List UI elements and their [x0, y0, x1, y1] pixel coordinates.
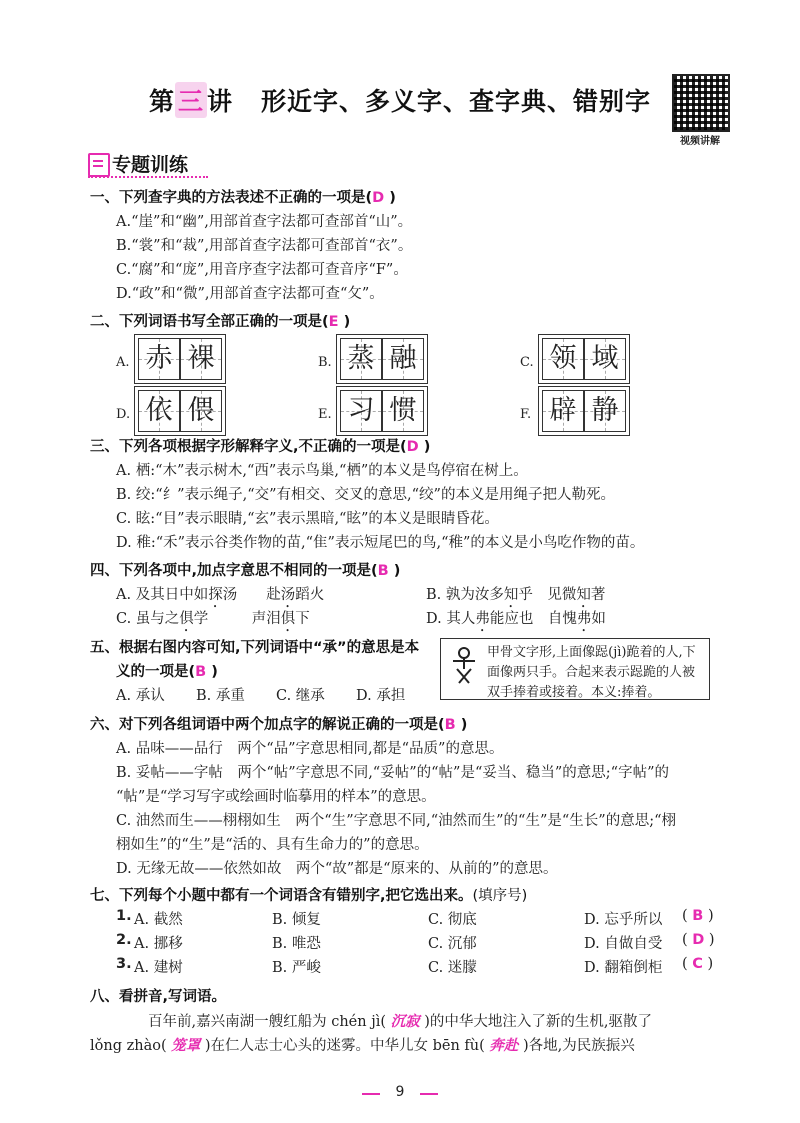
answer-2: E — [328, 314, 339, 330]
answer-4: B — [377, 563, 389, 579]
q2-group-b: B. 蒸 融 — [318, 334, 428, 384]
section-title: 专题训练 — [112, 154, 189, 176]
question-1-stem: 一、下列查字典的方法表述不正确的一项是(D ) — [90, 190, 396, 206]
q6-line-c: C. 油然而生——栩栩如生 两个“生”字意思不同,“油然而生”的“生”是“生长”的意思;“栩 — [116, 813, 677, 829]
q1-option-d: D.“政”和“微”,用部首查字法都可查“攵”。 — [116, 286, 384, 302]
q8-answer-1: 沉寂 — [390, 1013, 420, 1030]
question-8-stem: 八、看拼音,写词语。 — [90, 989, 227, 1005]
q5-option-a: A. 承认 — [116, 688, 165, 704]
page-number-bar-right — [420, 1093, 438, 1095]
q3-option-c: C. 眩:“目”表示眼睛,“玄”表示黑暗,“眩”的本义是眼睛昏花。 — [116, 511, 499, 527]
answer-7-3: C — [692, 956, 703, 972]
q6-line-c-cont: 栩如生”的“生”是“活的、具有生命力的”的意思。 — [116, 837, 429, 853]
q1-option-b: B.“裳”和“裁”,用部首查字法都可查部首“衣”。 — [116, 238, 413, 254]
oracle-bone-glyph-icon — [447, 645, 481, 685]
q6-line-b-cont: “帖”是“学习写字或绘画时临摹用的样本”的意思。 — [116, 789, 436, 805]
q4-option-c: C. 虽与之俱学 声泪俱下 — [116, 611, 310, 627]
q2-group-e: E. 习 惯 — [318, 386, 428, 436]
q5-option-c: C. 继承 — [276, 688, 325, 704]
q8-answer-2: 笼罩 — [171, 1037, 201, 1054]
oracle-bone-box: 甲骨文字形,上面像跽(jì)跪着的人,下面像两只手。合起来表示跽跪的人被双手捧着或接着。本义:捧着。 — [440, 638, 710, 700]
q6-line-d: D. 无缘无故——依然如故 两个“故”都是“原来的、从前的”的意思。 — [116, 861, 558, 877]
q3-option-a: A. 栖:“木”表示树木,“西”表示鸟巢,“栖”的本义是鸟停宿在树上。 — [116, 463, 528, 479]
qr-caption: 视频讲解 — [680, 136, 720, 147]
answer-7-1: B — [692, 908, 704, 924]
question-2-stem: 二、下列词语书写全部正确的一项是(E ) — [90, 314, 351, 330]
q3-option-b: B. 绞:“纟”表示绳子,“交”有相交、交叉的意思,“绞”的本义是用绳子把人勒死。 — [116, 487, 615, 503]
q4-option-b: B. 孰为汝多知乎 见微知著 — [426, 587, 606, 603]
question-5-stem-line1: 五、根据右图内容可知,下列词语中“承”的意思是本 — [90, 640, 420, 656]
page-number-bar-left — [362, 1093, 380, 1095]
q6-line-a: A. 品味——品行 两个“品”字意思相同,都是“品质”的意思。 — [116, 741, 504, 757]
notebook-icon — [88, 153, 110, 177]
lesson-number: 三 — [175, 82, 207, 118]
answer-6: B — [444, 717, 456, 733]
q7-row-1: 1. A. 截然 B. 倾复 C. 彻底 D. 忘乎所以 ( B ) — [116, 908, 714, 928]
q5-option-d: D. 承担 — [356, 688, 406, 704]
answer-7-2: D — [692, 932, 705, 948]
page-number: 9 — [395, 1084, 405, 1100]
q2-group-f: F. 辟 静 — [520, 386, 630, 436]
answer-5: B — [195, 664, 207, 680]
q7-row-2: 2. A. 挪移 B. 唯恐 C. 沉郁 D. 自做自受 ( D ) — [116, 932, 715, 952]
q8-answer-3: 奔赴 — [489, 1037, 519, 1054]
q1-option-a: A.“崖”和“幽”,用部首查字法都可查部首“山”。 — [116, 214, 413, 230]
q4-option-d: D. 其人弗能应也 自愧弗如 — [426, 611, 606, 627]
q8-line-2: lǒng zhào( 笼罩 )在仁人志士心头的迷雾。中华儿女 bēn fù( 奔赴 )各地,为民族振兴 — [90, 1037, 635, 1054]
question-4-stem: 四、下列各项中,加点字意思不相同的一项是(B ) — [90, 563, 401, 579]
q5-option-b: B. 承重 — [196, 688, 245, 704]
question-7-stem: 七、下列每个小题中都有一个词语含有错别字,把它选出来。(填序号) — [90, 888, 528, 904]
qr-code-icon[interactable] — [672, 74, 730, 132]
q6-line-b: B. 妥帖——字帖 两个“帖”字意思不同,“妥帖”的“帖”是“妥当、稳当”的意思;“字帖”的 — [116, 765, 669, 781]
q3-option-d: D. 稚:“禾”表示谷类作物的苗,“隹”表示短尾巴的鸟,“稚”的本义是小鸟吃作物的苗。 — [116, 535, 645, 551]
q1-option-c: C.“腐”和“庞”,用音序查字法都可查音序“F”。 — [116, 262, 408, 278]
question-3-stem: 三、下列各项根据字形解释字义,不正确的一项是(D ) — [90, 439, 431, 455]
question-6-stem: 六、对下列各组词语中两个加点字的解说正确的一项是(B ) — [90, 717, 468, 733]
q7-row-3: 3. A. 建树 B. 严峻 C. 迷朦 D. 翻箱倒柜 ( C ) — [116, 956, 714, 976]
section-underline — [88, 176, 208, 178]
answer-1: D — [372, 190, 385, 206]
title-prefix: 第 — [148, 87, 175, 116]
q4-option-a: A. 及其日中如探汤 赴汤蹈火 — [116, 587, 325, 603]
q2-group-a: A. 赤 裸 — [116, 334, 226, 384]
question-5-stem-line2: 义的一项是(B ) — [116, 664, 218, 680]
q2-group-c: C. 领 域 — [520, 334, 630, 384]
title-main: 形近字、多义字、查字典、错别字 — [261, 87, 652, 116]
answer-3: D — [406, 439, 419, 455]
q8-line-1: 百年前,嘉兴南湖一艘红船为 chén jì( 沉寂 )的中华大地注入了新的生机,驱散了 — [148, 1013, 652, 1030]
q2-group-d: D. 依 偎 — [116, 386, 226, 436]
title-suffix: 讲 — [207, 87, 234, 116]
